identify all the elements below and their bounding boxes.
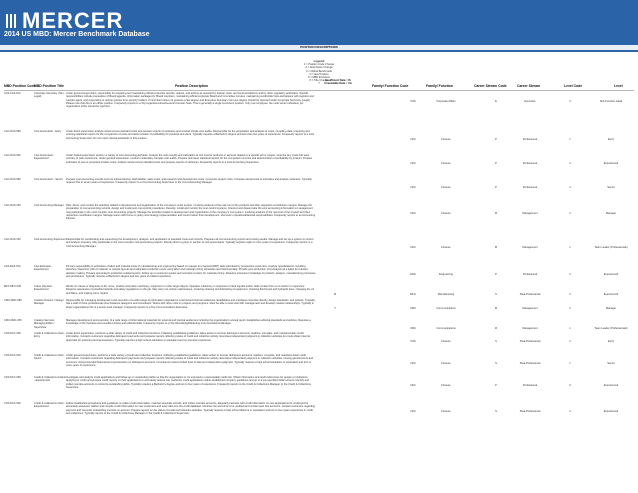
career-stream-code: S bbox=[495, 293, 497, 296]
family-code: CMC bbox=[410, 307, 416, 310]
career-stream-code: S bbox=[495, 362, 497, 365]
career-stream-code: M bbox=[494, 212, 498, 215]
level-code: 3 bbox=[569, 410, 571, 413]
family-function: Finance bbox=[441, 246, 451, 249]
position-code: CAC.DAS.080 bbox=[4, 130, 21, 133]
position-code: CSS.DCC.030 bbox=[4, 332, 21, 335]
family-code: CSS bbox=[410, 340, 416, 343]
career-stream-code: P bbox=[495, 162, 497, 165]
level-name: Team Leader (Professionals) bbox=[594, 327, 628, 330]
position-title: Cost Accounting Manager bbox=[34, 204, 64, 207]
legend-line: 5 = MBD Exclusive bbox=[308, 76, 330, 80]
career-stream: Professional bbox=[522, 384, 538, 387]
family-code: MFG bbox=[410, 293, 416, 296]
level-code: 3 bbox=[569, 384, 571, 387]
level-code: 2 bbox=[569, 340, 571, 343]
legend-line: 4 = New Position bbox=[309, 72, 329, 76]
career-stream: Para-Professional bbox=[519, 362, 541, 365]
family-code: ENG bbox=[410, 273, 416, 276]
col-header-family-code: Family/ Function Code bbox=[372, 84, 409, 88]
col-header-level-code: Level Code bbox=[564, 84, 583, 88]
level-code: 1 bbox=[569, 246, 571, 249]
position-description: Primary responsibility is estimation of labor and material costs of manufacturing and engineering based on request for proposal (RFP) data submitted by prospective customers. Analyze specifications, including sketches, blueprints, bills of material, or sample layouts and calculates production costs using labor and material pricing schedules and historical data. Provide post-production cost analysis as a basis for relevant decision making. Prepare and analyze production related reports. Follow up on customer quotes and contracts revision for material pricing. Requires extensive knowledge of products, designs, manufacturing processes, and procedures. Typically requires a Bachelor's degree and two years of related experience. bbox=[66, 265, 316, 278]
position-description: Works on cranes or drag lines to lift, move, position and place machinery, equipment or other large objects. Operates machinery in response to hand signals and/or radio contact from a co-worker or supervisor. Requires awareness of possible hazards and safety regulations on the job. May carry out routine maintenance, involving cleaning and lubricating of equipment, checking fluid levels and hydraulic lines, changing the oil and filters, and making minor repairs. bbox=[66, 285, 314, 295]
position-title: Cost Accountant - Senior bbox=[34, 178, 63, 181]
position-description: Under direct supervision analyze actual versus standard costs and prepare reports of variances and conduct simple cost audits. Responsible for the preparation and analysis of costs, compiling data, preparing and entering statistical reports for the comparison of costs and determination of profitability for products and client. Typically requires a Bachelor's degree and less than two years of experience. Frequently reports to a Cost Accounting Supervisor. Do not report clerical assistants in this position. bbox=[66, 130, 315, 140]
family-function: Finance bbox=[441, 186, 451, 189]
position-title: Cost Accountant - Entry bbox=[34, 130, 62, 133]
position-title: Credit & Collections Clerk - Entry bbox=[34, 332, 66, 339]
family-function: Communications bbox=[436, 307, 456, 310]
level-code: 1 bbox=[569, 362, 571, 365]
section-title: POSITION DESCRIPTIONS bbox=[0, 45, 638, 50]
family-function: Communications bbox=[436, 327, 456, 330]
family-code: CDC bbox=[410, 410, 416, 413]
position-description: Plan, direct, and monitor the activities related to development and organization of the company's costs system, involving analysis of the real cost of the products and their respective contribution margins. Manage the preparation of cost accounting records, design and implement cost control procedures. Develop, install and monitor the cost control systems. Interpret and disseminate the cost accounting information to management; may participate in the most complex cost accounting projects. Manage the activities related to development and organization of the company's cost system, involving analysis of the real cost of the product and their respective contribution margins. Manage teams with focus on policy and strategy implementation and control rather than development; short-term operational/tactical responsibilities. Frequently reports to an Accounting Director. bbox=[66, 204, 316, 221]
position-title: Crane Operator - Experienced bbox=[34, 285, 54, 292]
career-stream-code: P bbox=[495, 186, 497, 189]
career-stream-code: P bbox=[495, 138, 497, 141]
career-stream-code: M bbox=[494, 246, 498, 249]
legend-marker: T bbox=[318, 82, 320, 86]
position-title: Cost Estimator - Experienced bbox=[34, 265, 53, 272]
level-code: 1 bbox=[569, 327, 571, 330]
insufficient-flag: T bbox=[334, 307, 336, 310]
family-code: CDC bbox=[410, 162, 416, 165]
family-code: CDC bbox=[410, 138, 416, 141]
position-code: MFC.MFC.030 bbox=[4, 285, 22, 288]
family-code: CDC bbox=[410, 362, 416, 365]
col-header-family: Family/ Function bbox=[426, 84, 453, 88]
position-title: Corporate Secretary (Non-Legal) bbox=[34, 92, 65, 99]
position-description: Under general supervision, responsible for preparing and maintaining official corporate records, notices, and actions as required by federal, state, and local jurisdictions and by other regulatory authorities. Specific responsibilities include preparation of Board agenda, information packages for Board members, maintaining official corporate Board and Committee minutes, maintaining stockholder lists and liaisons with registrar and transfer agent, and responding to routine queries from security holders. If incumbent does not possess a law degree and Executive Secretary role type degree should be reported under Corporate Secretary (Legal). Please note that this is an officer position. Frequently reports to a Top Legal Executive/General Counsel. Note: This is generally a single incumbent position. Only one employee, the most senior individual, per organization entity should be reported. bbox=[66, 92, 314, 109]
career-stream-code: P bbox=[495, 384, 497, 387]
position-code: CAC.DAS.040 bbox=[4, 154, 21, 157]
position-code: CAS.DAS.150 bbox=[4, 265, 21, 268]
career-stream-code: P bbox=[495, 273, 497, 276]
level-code: 3 bbox=[569, 273, 571, 276]
legend-line: 6 = Title Change bbox=[309, 79, 329, 83]
family-function: Finance bbox=[441, 138, 451, 141]
career-stream: Professional bbox=[522, 138, 538, 141]
position-code: CAC.DAS.150 bbox=[4, 238, 21, 241]
position-description: Under general supervision, performs a wide variety of credit and collection functions. Following established guidelines, takes action to recover delinquent accounts. Gathers, compiles, and maintains basic credit information. Contacts customers regarding delinquent payments and prepares reports reflecting status of credit and collection activity. Exercises independent judgment in collection activities, issuing garnishments and summons. Recommended financial and repossession on delinquent accounts. Incumbents receive limited level of task and independent judgment. Typically requires a high school education or equivalent and four or more years of experience. bbox=[66, 354, 314, 367]
level-name: Sub-Function Head bbox=[599, 100, 623, 103]
level-code: 3 bbox=[569, 100, 571, 103]
position-description: Follow established procedures and guidelines to collect credit information, maintain accurate records, and collect overdue accounts. Regularly interacts with credit information on new applications for credit and be accurately assessed. Gather and compile credit information on new customers and enter data into the credit database. Monitors the accounts to be credited and contact past due accounts. Contact customers regarding payment and reconcile outstanding invoices on account. Prepare reports on the status of credit and collection activities. Typically requires a high school diploma or equivalent and two to four years experience in credit and collections. Typically reports to the Credit & Collections Manager or the Credit & Collections Supervisor. bbox=[66, 402, 315, 415]
family-function: Finance bbox=[441, 362, 451, 365]
position-code: CAS.CAS.100 bbox=[4, 92, 21, 95]
level-name: Entry bbox=[607, 340, 615, 343]
position-code: CAC.DAS.060 bbox=[4, 178, 21, 181]
position-code: CSS.DCC.520 bbox=[4, 402, 21, 405]
career-stream-code: S bbox=[495, 410, 497, 413]
level-name: Manager bbox=[605, 212, 617, 215]
family-function: Finance bbox=[441, 410, 451, 413]
col-header-description: Position Description bbox=[175, 84, 208, 88]
position-description: Prepare cost accounting records such as subcontracting, field detailer, sales costs, and research and development costs. Computes project costs. Compare actual costs to estimates and analyze variances. Typically requires five to seven years of experience. Frequently reports to a Cost Accounting Supervisor or the Cost Accounting Manager. bbox=[66, 178, 312, 185]
col-header-career-stream: Career Stream bbox=[517, 84, 541, 88]
career-stream: Management bbox=[522, 212, 538, 215]
position-title: Cost Accountant - Experienced bbox=[34, 154, 55, 161]
career-stream: Professional bbox=[522, 186, 538, 189]
col-header-insufficient: Insufficient Data = IS Unavailable Data = UA bbox=[324, 79, 352, 85]
position-title: Credit & Collections Clerk - Experienced bbox=[34, 402, 66, 409]
career-stream: Para-Professional bbox=[519, 410, 541, 413]
career-stream-code: M bbox=[494, 307, 498, 310]
level-name: Senior bbox=[607, 362, 615, 365]
level-name: Experienced bbox=[603, 162, 619, 165]
career-stream-code: S bbox=[495, 340, 497, 343]
family-function: Finance bbox=[441, 384, 451, 387]
family-function: Finance bbox=[441, 212, 451, 215]
family-function: Finance bbox=[441, 340, 451, 343]
mercer-logo-icon bbox=[4, 14, 18, 28]
family-function: Corporate Affairs bbox=[436, 100, 456, 103]
col-header-title: MBD Position Title bbox=[34, 84, 64, 88]
position-code: CAC.DAS.150 bbox=[4, 204, 21, 207]
level-name: Experienced bbox=[603, 293, 619, 296]
level-code: 3 bbox=[569, 162, 571, 165]
level-code: 2 bbox=[569, 212, 571, 215]
level-name: Experienced bbox=[603, 384, 619, 387]
level-code: 2 bbox=[569, 307, 571, 310]
family-code: CDC bbox=[410, 246, 416, 249]
career-stream: Executive bbox=[524, 100, 536, 103]
position-title: Creative Director / Design Manager bbox=[34, 299, 64, 306]
level-code: 4 bbox=[569, 186, 571, 189]
legend-line: 3 = Global Benchmark bbox=[306, 69, 332, 73]
legend-line: 1 = Position Code Change bbox=[303, 63, 335, 67]
position-description: Investigate and analyze credit applications and follow-up on outstanding debts so that the organization is not exposed to unacceptable credit risk. Obtain information and credit references for people or institutions applying for credit and prepare credit reports on their applications to accurately assess risk. Authorize credit applications within established company guidelines and up to a pre-specified dollar amount. Identify and collect overdue accounts to minimize outstanding debts. Typically requires a Bachelor's degree and two to four years of experience. Frequently reports to the Credit & Collections Manager or the Credit & Collections Supervisor. bbox=[66, 376, 311, 389]
level-name: Experienced bbox=[603, 410, 619, 413]
career-stream: Management bbox=[522, 327, 538, 330]
legend-title: Legend bbox=[313, 59, 325, 63]
level-code: 1 bbox=[569, 138, 571, 141]
level-name: Experienced bbox=[603, 273, 619, 276]
family-code: CDC bbox=[410, 384, 416, 387]
career-stream: Para-Professional bbox=[519, 340, 541, 343]
family-function: Manufacturing bbox=[437, 293, 455, 296]
logo-text: MERCER bbox=[22, 8, 124, 33]
header-divider bbox=[4, 90, 634, 91]
career-stream: Para-Professional bbox=[519, 293, 541, 296]
family-function: Engineering bbox=[439, 273, 453, 276]
level-name: Team Leader (Professionals) bbox=[594, 246, 628, 249]
position-code: CMC.DMC.080 bbox=[4, 299, 22, 302]
position-description: Responsible for coordinating and supervising the development, analysis, and application of standard costs and controls. Prepares all cost accounting reports and costing audits. Manage and set up a system to control and analyze inventory. May participate in the most complex cost accounting projects. Directly direct a group or section of cost accountants. Typically requires eight or more years of experience. Frequently reports to a Cost Accounting Manager. bbox=[66, 238, 314, 248]
col-header-code: MBD Position Code bbox=[4, 84, 36, 88]
position-description: Under limited supervision perform a variety of cost accounting activities. Analyze the cost records and calculation of unit cost for products or services related to a specific job or project; examine any costs that were contrary to past experience. Under general supervision, conduct moderately complex cost audits. Prepare and issue statistical reports for the comparison of costs and determination of profitability by product. Prepare estimates of new or proposed product costs. Analyze actual versus standard costs and prepare reports of variances. Frequently reports to a Cost Accounting Supervisor. bbox=[66, 154, 313, 164]
career-stream-code: M bbox=[494, 327, 498, 330]
career-stream: Professional bbox=[522, 273, 538, 276]
career-stream: Management bbox=[522, 246, 538, 249]
career-stream: Management bbox=[522, 307, 538, 310]
col-header-level: Level bbox=[614, 84, 623, 88]
family-code: CMC bbox=[410, 327, 416, 330]
level-name: Manager bbox=[605, 307, 617, 310]
insufficient-flag: IS bbox=[333, 293, 337, 296]
position-code: CSS.DCC.510 bbox=[4, 354, 21, 357]
position-description: Manages development and execution of a wide range of informational materials for external and internal audiences including the organization's annual report. Establishes editorial standards and policies. Requires a knowledge of the business and excellent writing and editorial skills. Frequently reports to a Top Advertising/Marketing Communications Manager. bbox=[66, 319, 311, 326]
legend-line: 2 = Description Change bbox=[305, 66, 333, 70]
position-title: Credit & Collections Clerk - Senior bbox=[34, 354, 66, 361]
position-title: Creative Services Managing Editor / Supervisor bbox=[34, 319, 55, 329]
career-stream-code: E bbox=[495, 100, 497, 103]
family-function: Finance bbox=[441, 162, 451, 165]
position-description: Responsible for managing development and execution of a wide range of information materials for external and internal audiences. Establishes and maintains corporate identity, design standards, and policies. Typically has a staff of three professionals plus freelance designers and consultants. Works with other units on projects and programs. Must be able to work well with management and develop creative relationships. Typically in larger organizations this is a senior level manager. Frequently reports to a Top Communications Executive. bbox=[66, 299, 315, 309]
family-code: CSS bbox=[410, 100, 416, 103]
position-code: CSS.DCC.050 bbox=[4, 376, 21, 379]
col-header-career-stream-code: Career Stream Code bbox=[474, 84, 507, 88]
position-description: Under direct supervision, performs a wide variety of credit and collection functions. Following established guidelines, takes action to recover delinquent accounts. Gathers, compiles, and maintains basic credit information. Contacts customers regarding delinquent payments and prepares reports reflecting status of credit and collection activity. Exercises independent judgment in collection activities but must obtain internal approvals for enforcing and repossession. Typically requires a high school education or equivalent and no previous experience. bbox=[66, 332, 310, 342]
family-code: CDC bbox=[410, 212, 416, 215]
position-title: Cost Accounting Supervisor bbox=[34, 238, 66, 241]
level-name: Senior bbox=[607, 186, 615, 189]
level-code: 3 bbox=[569, 293, 571, 296]
position-title: Credit & Collections Analyst - Experienced bbox=[34, 376, 66, 383]
career-stream: Professional bbox=[522, 162, 538, 165]
page-subtitle: 2014 US MBD: Mercer Benchmark Database bbox=[4, 31, 150, 38]
family-code: CDC bbox=[410, 186, 416, 189]
level-name: Entry bbox=[607, 138, 615, 141]
position-code: CMC.DMC.250 bbox=[4, 319, 22, 322]
